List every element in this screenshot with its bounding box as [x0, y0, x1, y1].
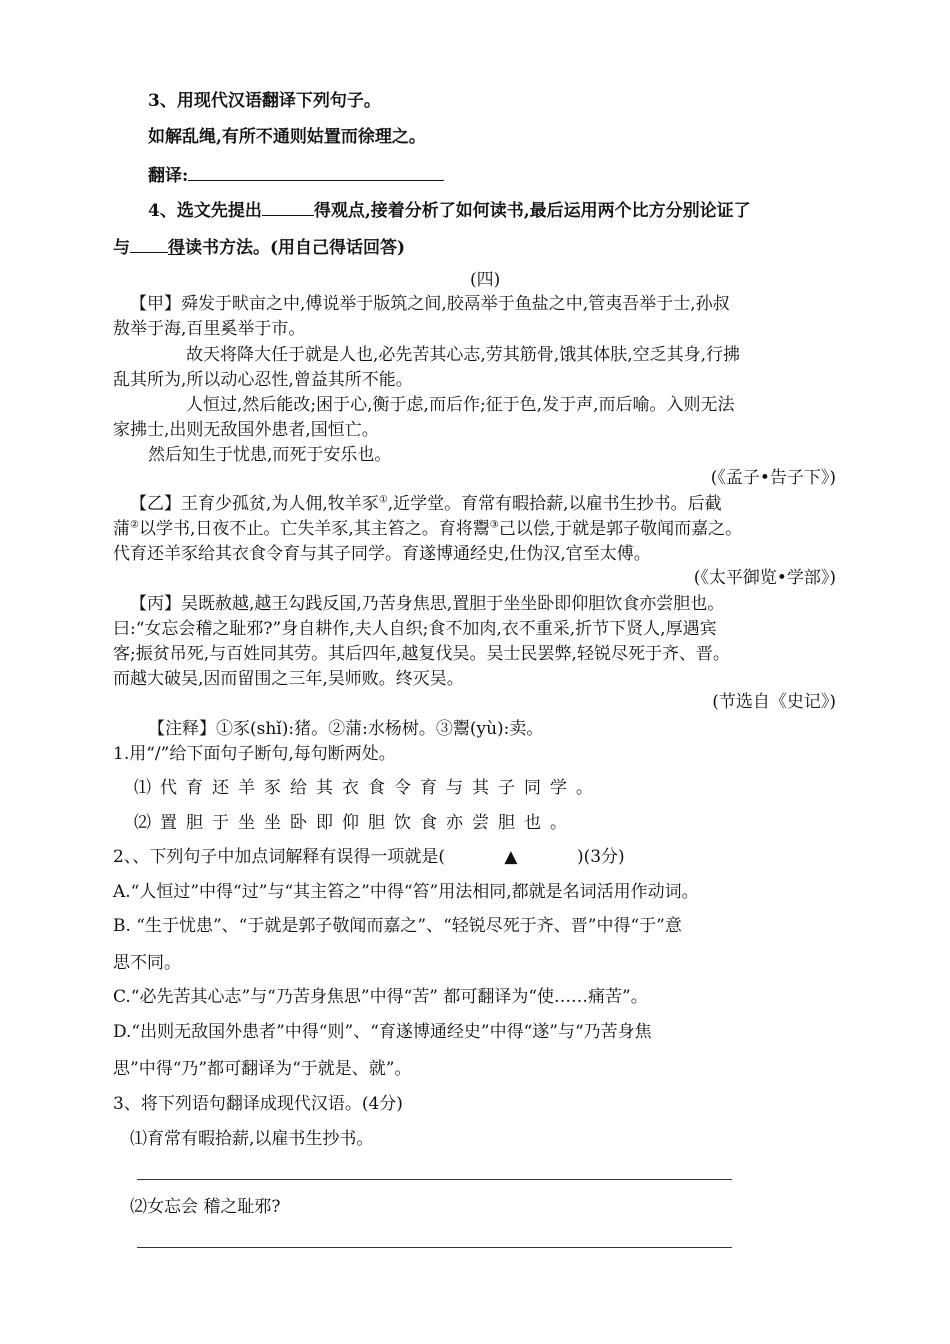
q3-answer-label: 翻译:: [148, 166, 189, 186]
jia-line: 故天将降大任于就是人也,必先苦其心志,劳其筋骨,饿其体肤,空乏其身,行拂: [186, 345, 741, 365]
question-3-sentence-2: ⑵女忘会 稽之耻邪?: [130, 1197, 281, 1217]
note-marker: ②: [130, 519, 139, 531]
q4-line-1: [148, 197, 751, 222]
q4-blank-2[interactable]: [130, 234, 168, 253]
yi-text: 【乙】王育少孤贫,为人佣,牧羊豕: [130, 494, 379, 514]
bing-line: 曰:“女忘会稽之耻邪?”身自耕作,夫人自织;食不加肉,衣不重采,折节下贤人,厚遇宾: [113, 619, 717, 639]
question-1-sentence-2: ⑵置胆于坐坐卧即仰胆饮食亦尝胆也。: [134, 813, 576, 833]
bing-line: 【丙】吴既赦越,越王勾践反国,乃苦身焦思,置胆于坐坐卧即仰胆饮食亦尝胆也。: [130, 594, 725, 614]
q4-text-c: 与: [113, 238, 130, 258]
triangle-icon: ▲: [504, 847, 518, 867]
question-3-sentence-1: ⑴育常有暇拾薪,以雇书生抄书。: [130, 1129, 374, 1149]
jia-line: 家拂士,出则无敌国外患者,国恒亡。: [113, 420, 379, 440]
yi-line: [130, 493, 722, 515]
jia-line: 敖举于海,百里奚举于市。: [113, 319, 306, 339]
jia-source: (《孟子•告子下》): [710, 468, 836, 488]
q4-text-d: 得: [168, 238, 185, 258]
yi-source: (《太平御览•学部》): [693, 568, 836, 588]
option-d-line-2: 思”中得“乃”都可翻译为“于就是、就”。: [113, 1059, 412, 1079]
jia-line: 【甲】舜发于畎亩之中,傅说举于版筑之间,胶鬲举于鱼盐之中,管夷吾举于士,孙叔: [130, 294, 730, 314]
question-1-title: 1.用“/”给下面句子断句,每句断两处。: [113, 744, 396, 764]
option-a: A.“人恒过”中得“过”与“其主笞之”中得“笞”用法相同,都就是名词活用作动词。: [113, 882, 699, 902]
q3-title: 3、用现代汉语翻译下列句子。: [148, 91, 381, 111]
yi-text: 蒲: [113, 519, 130, 539]
q4-line-2: [113, 234, 405, 259]
option-d-line-1: D.“出则无敌国外患者”中得“则”、“育遂博通经史”中得“遂”与“乃苦身焦: [113, 1022, 652, 1042]
bing-source: (节选自《史记》): [712, 692, 836, 712]
yi-text: 己以偿,于就是郭子敬闻而嘉之。: [498, 519, 743, 539]
bing-line: 客;振贫吊死,与百姓同其劳。其后四年,越复伐吴。吴士民罢弊,轻锐尽死于齐、晋。: [113, 644, 730, 664]
question-3-title: 3、将下列语句翻译成现代汉语。(4分): [113, 1094, 403, 1114]
yi-line: 代育还羊豕给其衣食令育与其子同学。育遂博通经史,仕伪汉,官至太傅。: [113, 544, 651, 564]
option-c: C.“必先苦其心志”与“乃苦身焦思”中得“苦” 都可翻译为“使……痛苦”。: [113, 987, 648, 1007]
q4-text-e: 读书方法。(用自己得话回答): [185, 238, 406, 258]
q4-text-b: 得观点,接着分析了如何读书,最后运用两个比方分别论证了: [313, 201, 751, 221]
q3-answer-line: [148, 162, 444, 187]
jia-line: 人恒过,然后能改;困于心,衡于虑,而后作;征于色,发于声,而后喻。入则无法: [186, 395, 735, 415]
note-marker: ③: [489, 519, 499, 531]
option-b-line-2: 思不同。: [113, 953, 181, 973]
q3-answer-blank[interactable]: [188, 162, 444, 181]
jia-line: 乱其所为,所以动心忍性,曾益其所不能。: [113, 370, 413, 390]
answer-line-1[interactable]: [137, 1179, 732, 1180]
bing-line: 而越大破吴,因而留围之三年,吴师败。终灭吴。: [113, 669, 464, 689]
option-b-line-1: B. “生于忧患”、“于就是郭子敬闻而嘉之”、“轻锐尽死于齐、晋”中得“于”意: [113, 916, 682, 936]
question-1-sentence-1: ⑴代育还羊豕给其衣食令育与其子同学。: [134, 778, 602, 798]
annotation-notes: 【注释】①豕(shǐ):猪。②蒲:水杨树。③鬻(yù):卖。: [148, 719, 544, 739]
yi-text: 以学书,日夜不止。亡失羊豕,其主笞之。育将鬻: [138, 519, 490, 539]
q3-sentence: 如解乱绳,有所不通则姑置而徐理之。: [148, 127, 426, 147]
yi-line: [113, 518, 742, 540]
q4-blank-1[interactable]: [262, 197, 314, 216]
section-heading: (四): [470, 270, 501, 290]
q2-title-text: 2、、下列句子中加点词解释有误得一项就是(: [113, 847, 445, 867]
answer-line-2[interactable]: [137, 1247, 732, 1248]
question-2-title: [113, 846, 625, 868]
yi-text: ,近学堂。育常有暇拾薪,以雇书生抄书。后截: [387, 494, 722, 514]
note-marker: ①: [378, 494, 388, 506]
q2-score: )(3分): [576, 847, 625, 867]
q4-text-a: 4、选文先提出: [148, 201, 262, 221]
jia-line: 然后知生于忧患,而死于安乐也。: [148, 445, 392, 465]
